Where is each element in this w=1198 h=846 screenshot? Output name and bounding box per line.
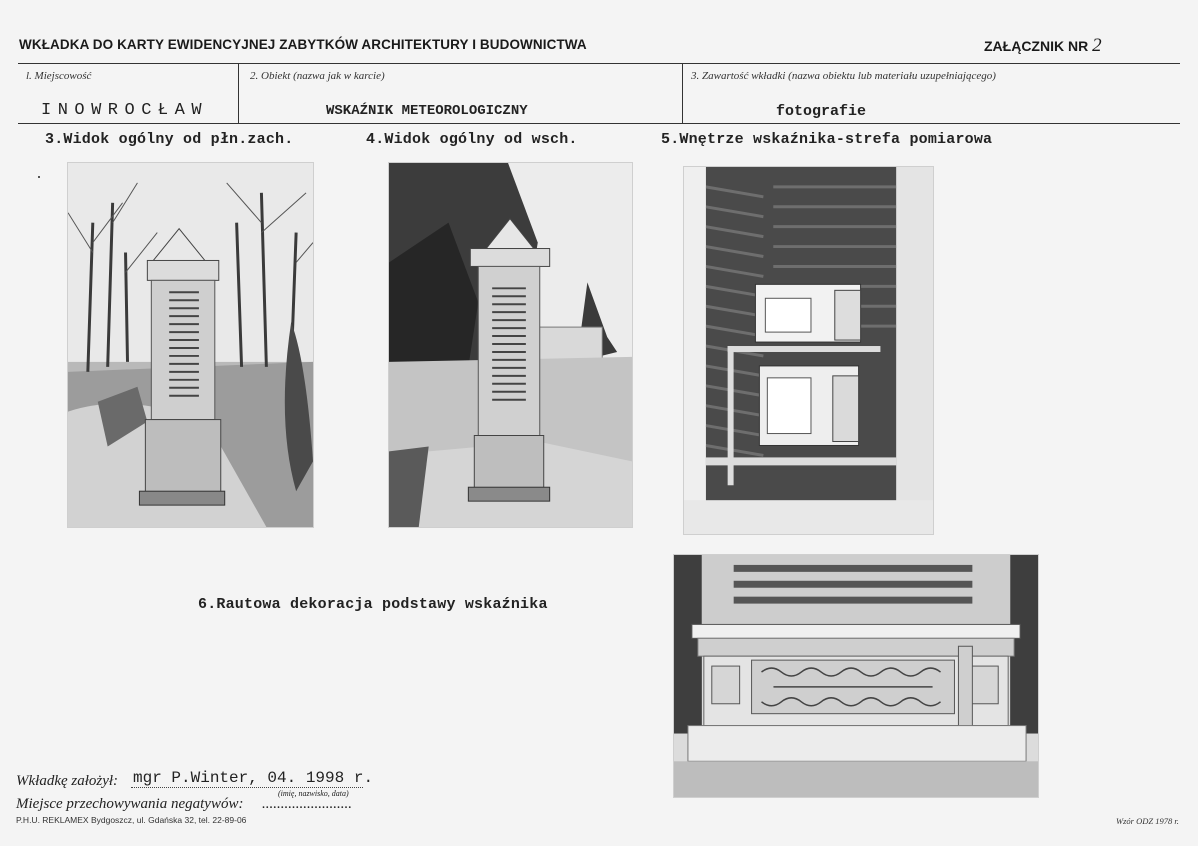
photo-general-view-e bbox=[388, 162, 633, 528]
photo-interior-measuring-zone bbox=[683, 166, 934, 535]
photo-general-view-nw bbox=[67, 162, 314, 528]
form-title: WKŁADKA DO KARTY EWIDENCYJNEJ ZABYTKÓW ARCHITEKTURY I BUDOWNICTWA bbox=[19, 37, 587, 52]
annex-label bbox=[984, 35, 1102, 57]
founded-value: mgr P.Winter, 04. 1998 r. bbox=[133, 769, 374, 787]
object-value: WSKAŹNIK METEOROLOGICZNY bbox=[326, 103, 528, 119]
printer-info: P.H.U. REKLAMEX Bydgoszcz, ul. Gdańska 32, tel. 22-89-06 bbox=[16, 815, 247, 825]
founded-label: Wkładkę założył: bbox=[16, 773, 119, 789]
field-divider-1 bbox=[238, 63, 239, 123]
contents-label: 3. Zawartość wkładki (nazwa obiektu lub materiału uzupełniającego) bbox=[691, 70, 996, 82]
object-label: 2. Obiekt (nazwa jak w karcie) bbox=[250, 70, 385, 82]
founded-dotted-line bbox=[131, 787, 363, 788]
photo-caption-6: 6.Rautowa dekoracja podstawy wskaźnika bbox=[198, 596, 548, 613]
photo-base-decoration bbox=[673, 554, 1039, 798]
founded-hint: (imię, nazwisko, data) bbox=[278, 789, 349, 798]
photo-caption-4: 4.Widok ogólny od wsch. bbox=[366, 131, 578, 148]
header-rule-bottom bbox=[18, 123, 1180, 124]
field-divider-2 bbox=[682, 63, 683, 123]
speck bbox=[38, 176, 40, 178]
template-info: Wzór ODZ 1978 r. bbox=[1116, 816, 1179, 826]
negatives-dots: ........................ bbox=[262, 796, 352, 812]
place-label: l. Miejscowość bbox=[26, 70, 92, 82]
contents-value: fotografie bbox=[776, 103, 867, 120]
photo-caption-3: 3.Widok ogólny od płn.zach. bbox=[45, 131, 294, 148]
negatives-label: Miejsce przechowywania negatywów: bbox=[16, 796, 244, 812]
annex-label-text: ZAŁĄCZNIK NR bbox=[984, 38, 1089, 54]
place-value: INOWROCŁAW bbox=[41, 101, 209, 120]
photo-caption-5: 5.Wnętrze wskaźnika-strefa pomiarowa bbox=[661, 131, 993, 148]
header-rule-top bbox=[18, 63, 1180, 64]
annex-number: 2 bbox=[1092, 35, 1102, 56]
